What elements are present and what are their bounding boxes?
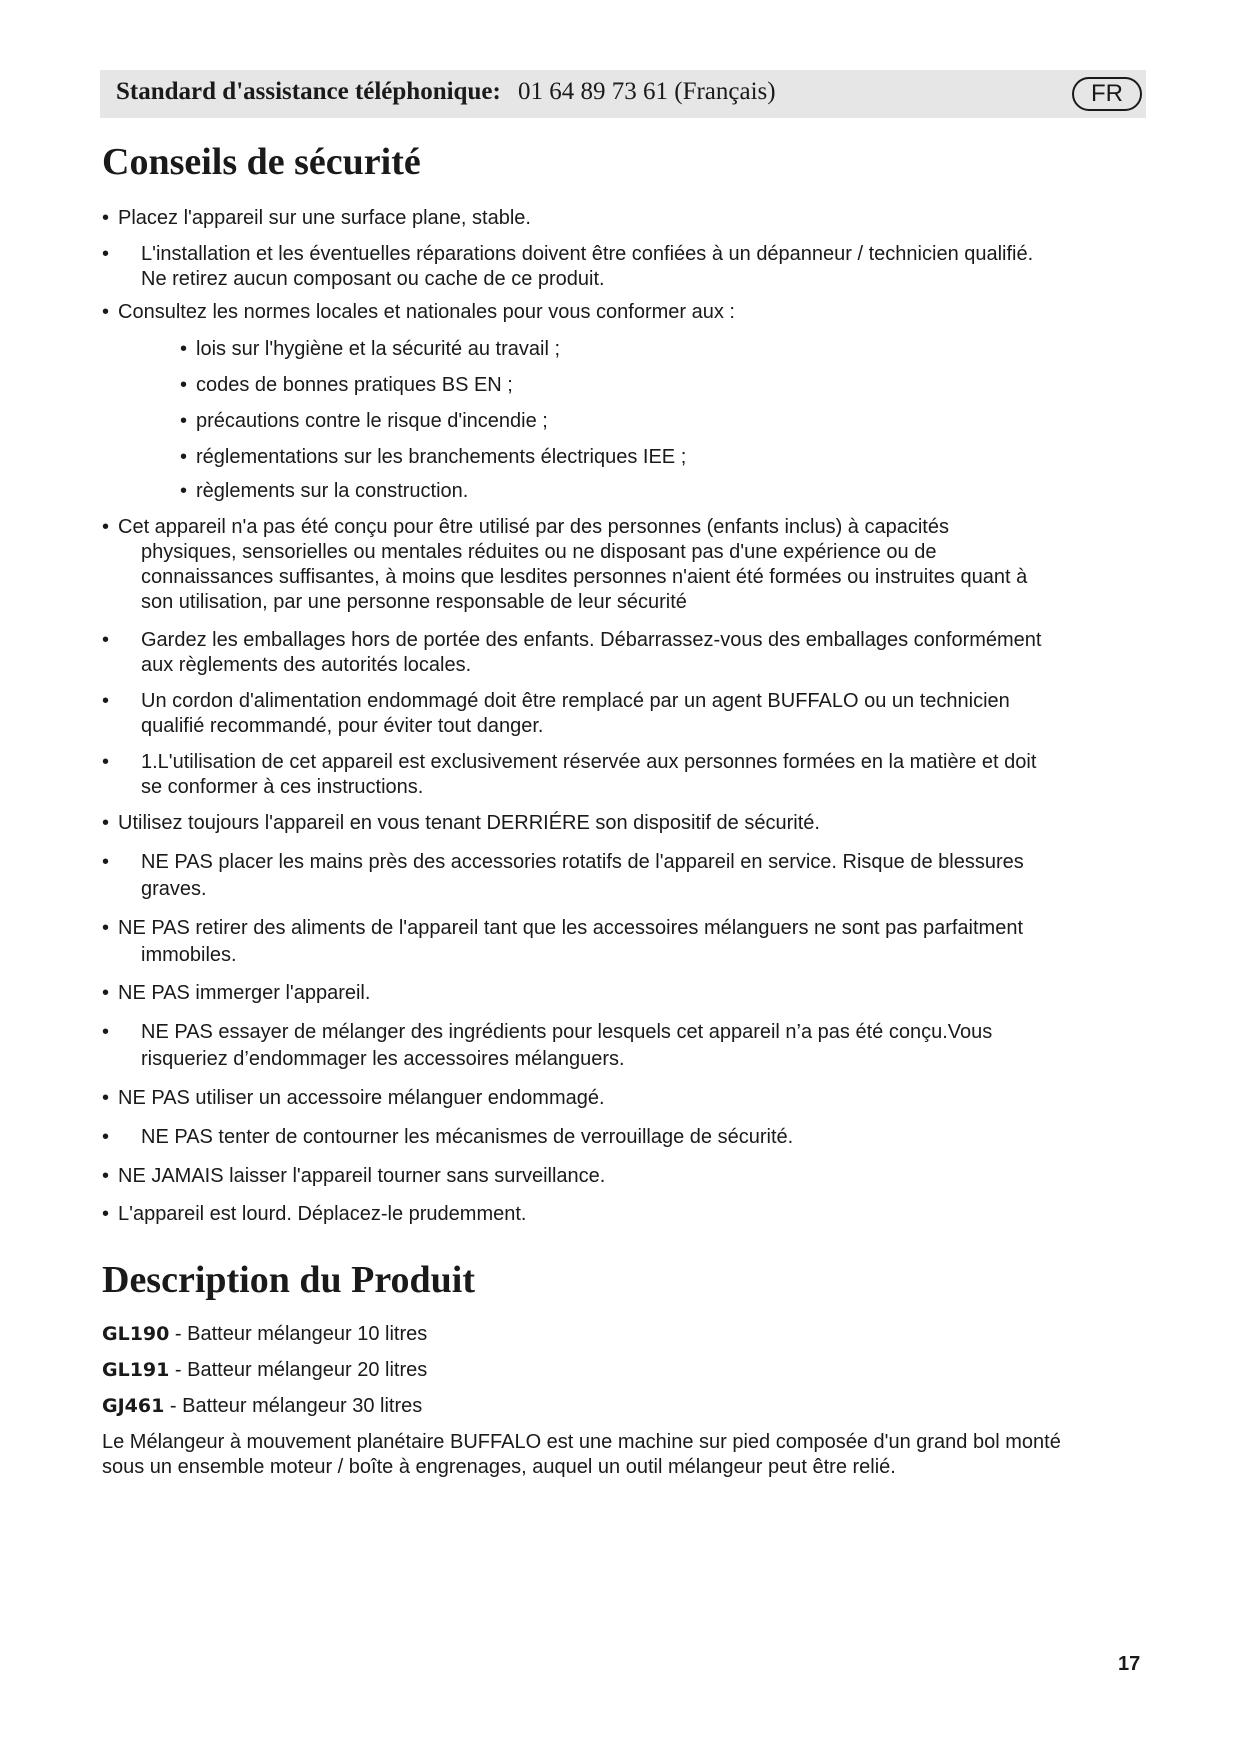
page-number: 17 [1118,1653,1141,1675]
safety-item-4-line-3: connaissances suffisantes, à moins que lesdites personnes n'aient été formées ou instruites quant à [141,566,1028,588]
bullet: • [102,1087,110,1109]
bullet: • [102,690,110,712]
safety-item-15: NE JAMAIS laisser l'appareil tourner sans surveillance. [118,1165,606,1187]
bullet: • [102,851,110,873]
bullet: • [102,917,110,939]
safety-item-4-line-2: physiques, sensorielles ou mentales réduites ou ne disposant pas d'une expérience ou de [141,541,937,563]
safety-title: Conseils de sécurité [102,141,421,183]
bullet: • [102,516,110,538]
model-code: GL190 [102,1323,170,1345]
safety-item-11: NE PAS immerger l'appareil. [118,982,371,1004]
safety-item-16: L'appareil est lourd. Déplacez-le prudemment. [118,1203,527,1225]
bullet: • [102,207,110,229]
bullet: • [102,243,110,265]
model-line [102,1358,427,1383]
support-label: Standard d'assistance téléphonique: [116,78,501,105]
bullet: • [102,629,110,651]
safety-item-8: Utilisez toujours l'appareil en vous tenant DERRIÉRE son dispositif de sécurité. [118,812,820,834]
model-code: GJ461 [102,1395,165,1417]
safety-item-10-line-1: NE PAS retirer des aliments de l'appareil tant que les accessoires mélanguers ne sont pas parfaitment [118,917,1024,939]
safety-item-12-line-2: risqueriez d’endommager les accessoires mélanguers. [141,1048,625,1070]
safety-item-7-line-1: 1.L'utilisation de cet appareil est exclusivement réservée aux personnes formées en la matière et doit [141,751,1037,773]
bullet: • [102,812,110,834]
model-code: GL191 [102,1359,170,1381]
safety-item-13: NE PAS utiliser un accessoire mélanguer endommagé. [118,1087,605,1109]
bullet: • [102,1165,110,1187]
bullet: • [102,1126,110,1148]
sub-item-2: codes de bonnes pratiques BS EN ; [196,374,513,396]
safety-item-9-line-1: NE PAS placer les mains près des accessories rotatifs de l'appareil en service. Risque de blessures [141,851,1024,873]
model-desc: - Batteur mélangeur 20 litres [169,1359,428,1381]
model-desc: - Batteur mélangeur 30 litres [164,1395,423,1417]
support-header-bar [100,70,1146,118]
model-line [102,1394,422,1419]
safety-item-7-line-2: se conformer à ces instructions. [141,776,424,798]
safety-item-2-line-1: L'installation et les éventuelles réparations doivent être confiées à un dépanneur / technicien qualifié. [141,243,1034,265]
safety-item-6-line-2: qualifié recommandé, pour éviter tout danger. [141,715,544,737]
product-title: Description du Produit [102,1259,476,1301]
sub-item-4: réglementations sur les branchements électriques IEE ; [196,446,687,468]
safety-item-14: NE PAS tenter de contourner les mécanismes de verrouillage de sécurité. [141,1126,794,1148]
sub-bullet: • [180,338,188,360]
bullet: • [102,1021,110,1043]
safety-item-1: Placez l'appareil sur une surface plane, stable. [118,207,531,229]
model-line [102,1322,427,1347]
sub-item-3: précautions contre le risque d'incendie ; [196,410,548,432]
product-paragraph-line-1: Le Mélangeur à mouvement planétaire BUFFALO est une machine sur pied composée d'un grand bol monté [102,1431,1061,1453]
sub-bullet: • [180,480,188,502]
sub-item-1: lois sur l'hygiène et la sécurité au travail ; [196,338,560,360]
language-badge: FR [1072,77,1142,111]
bullet: • [102,751,110,773]
sub-bullet: • [180,446,188,468]
safety-item-3: Consultez les normes locales et nationales pour vous conformer aux : [118,301,735,323]
product-paragraph-line-2: sous un ensemble moteur / boîte à engrenages, auquel un outil mélangeur peut être relié. [102,1456,896,1478]
bullet: • [102,982,110,1004]
safety-item-4-line-4: son utilisation, par une personne responsable de leur sécurité [141,591,687,613]
support-phone: 01 64 89 73 61 (Français) [518,78,776,105]
safety-item-5-line-2: aux règlements des autorités locales. [141,654,472,676]
model-desc: - Batteur mélangeur 10 litres [169,1323,428,1345]
sub-bullet: • [180,410,188,432]
bullet: • [102,1203,110,1225]
safety-item-12-line-1: NE PAS essayer de mélanger des ingrédients pour lesquels cet appareil n’a pas été conçu.Vous [141,1021,993,1043]
safety-item-2-line-2: Ne retirez aucun composant ou cache de ce produit. [141,268,605,290]
safety-item-4-line-1: Cet appareil n'a pas été conçu pour être utilisé par des personnes (enfants inclus) à capacités [118,516,949,538]
safety-item-5-line-1: Gardez les emballages hors de portée des enfants. Débarrassez-vous des emballages conformément [141,629,1042,651]
safety-item-9-line-2: graves. [141,878,207,900]
safety-item-10-line-2: immobiles. [141,944,237,966]
sub-bullet: • [180,374,188,396]
safety-item-6-line-1: Un cordon d'alimentation endommagé doit être remplacé par un agent BUFFALO ou un technicien [141,690,1010,712]
bullet: • [102,301,110,323]
sub-item-5: règlements sur la construction. [196,480,469,502]
